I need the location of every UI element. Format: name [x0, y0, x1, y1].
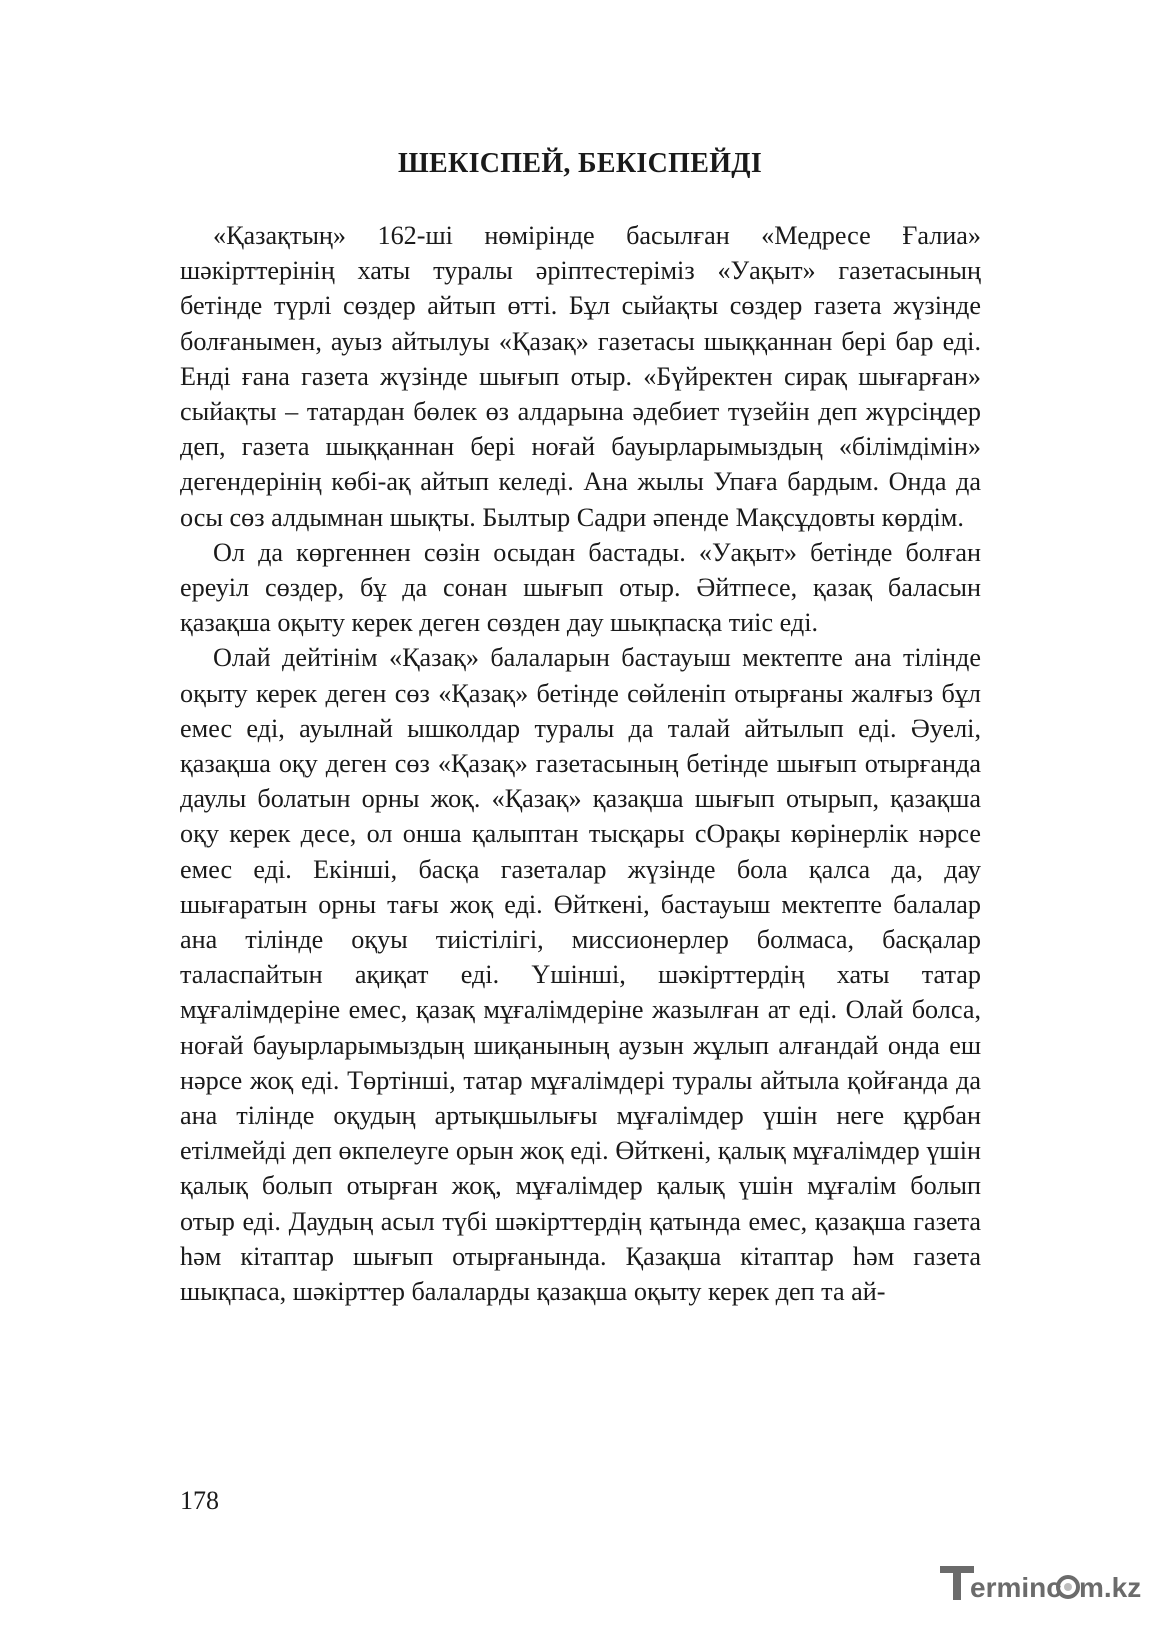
- logo-text-part-1: erminc: [970, 1572, 1062, 1603]
- page-number: 178: [180, 1486, 219, 1515]
- termincom-logo-graphic: [940, 1560, 1142, 1608]
- page-title: ШЕКІСПЕЙ, БЕКІСПЕЙДІ: [397, 148, 763, 179]
- logo-text-part-2: m.kz: [1079, 1572, 1142, 1603]
- paragraph-2: Ол да көргеннен сөзін осыдан бастады. «Уақыт» бетінде болған ереуіл сөздер, бұ да сонан шығып отыр. Әйтпесе, қазақ баласын қазақша оқыту керек деген сөзден дау шықпасқа тиіс еді.: [180, 537, 981, 638]
- article-body: [180, 218, 981, 1309]
- termincom-logo: [940, 1560, 1142, 1608]
- paragraph-1: «Қазақтың» 162-ші нөмірінде басылған «Медресе Ғалиа» шәкірттерінің хаты туралы әріптестеріміз «Уақыт» газетасының бетінде түрлі сөздер айтып өтті. Бұл сыйақты сөздер газета жүзінде болғанымен, ауыз айтылуы «Қазақ» газетасы шыққаннан бері бар еді. Енді ғана газета жүзінде шығып отыр. «Бүйректен сирақ шығарған» сыйақты – татардан бөлек өз алдарына әдебиет түзейін деп жүрсіңдер деп, газета шыққаннан бері ноғай бауырларымыздың «білімдімін» дегендерінің көбі-ақ айтып келеді. Ана жылы Упаға бардым. Онда да осы сөз алдымнан шықты. Былтыр Садри әпенде Мақсұдовты көрдім.: [180, 221, 981, 532]
- paragraph-3: Олай дейтінім «Қазақ» балаларын бастауыш мектепте ана тілінде оқыту керек деген сөз «Қазақ» бетінде сөйленіп отырғаны жалғыз бұл емес еді, ауылнай ышколдар туралы да талай айтылып еді. Әуелі, қазақша оқу деген сөз «Қазақ» газетасының бетінде шығып отырғанда даулы болатын орны жоқ. «Қазақ» қазақша шығып отырып, қазақша оқу керек десе, ол онша қалыптан тысқары сОрақы көрінерлік нәрсе емес еді. Екінші, басқа газеталар жүзінде бола қалса да, дау шығаратын орны тағы жоқ еді. Өйткені, бастауыш мектепте балалар ана тілінде оқуы тиістілігі, миссионерлер болмаса, басқалар таласпайтын ақиқат еді. Үшінші, шәкірттердің хаты татар мұғалімдеріне емес, қазақ мұғалімдеріне жазылған ат еді. Олай болса, ноғай бауырларымыздың шиқанының аузын жұлып алғандай онда еш нәрсе жоқ еді. Төртінші, татар мұғалімдері туралы айтыла қойғанда да ана тілінде оқудың артықшылығы мұғалімдер үшін неге құрбан етілмейді деп өкпелеуге орын жоқ еді. Өйткені, қалық мұғалімдер үшін қалық болып отырған жоқ, мұғалімдер қалық үшін мұғалім болып отыр еді. Даудың асыл түбі шәкірттердің қатында емес, қазақша газета һәм кітаптар шығып отырғанында. Қазақша кітаптар һәм газета шықпаса, шәкірттер балаларды қазақша оқыту керек деп та ай-: [180, 643, 981, 1307]
